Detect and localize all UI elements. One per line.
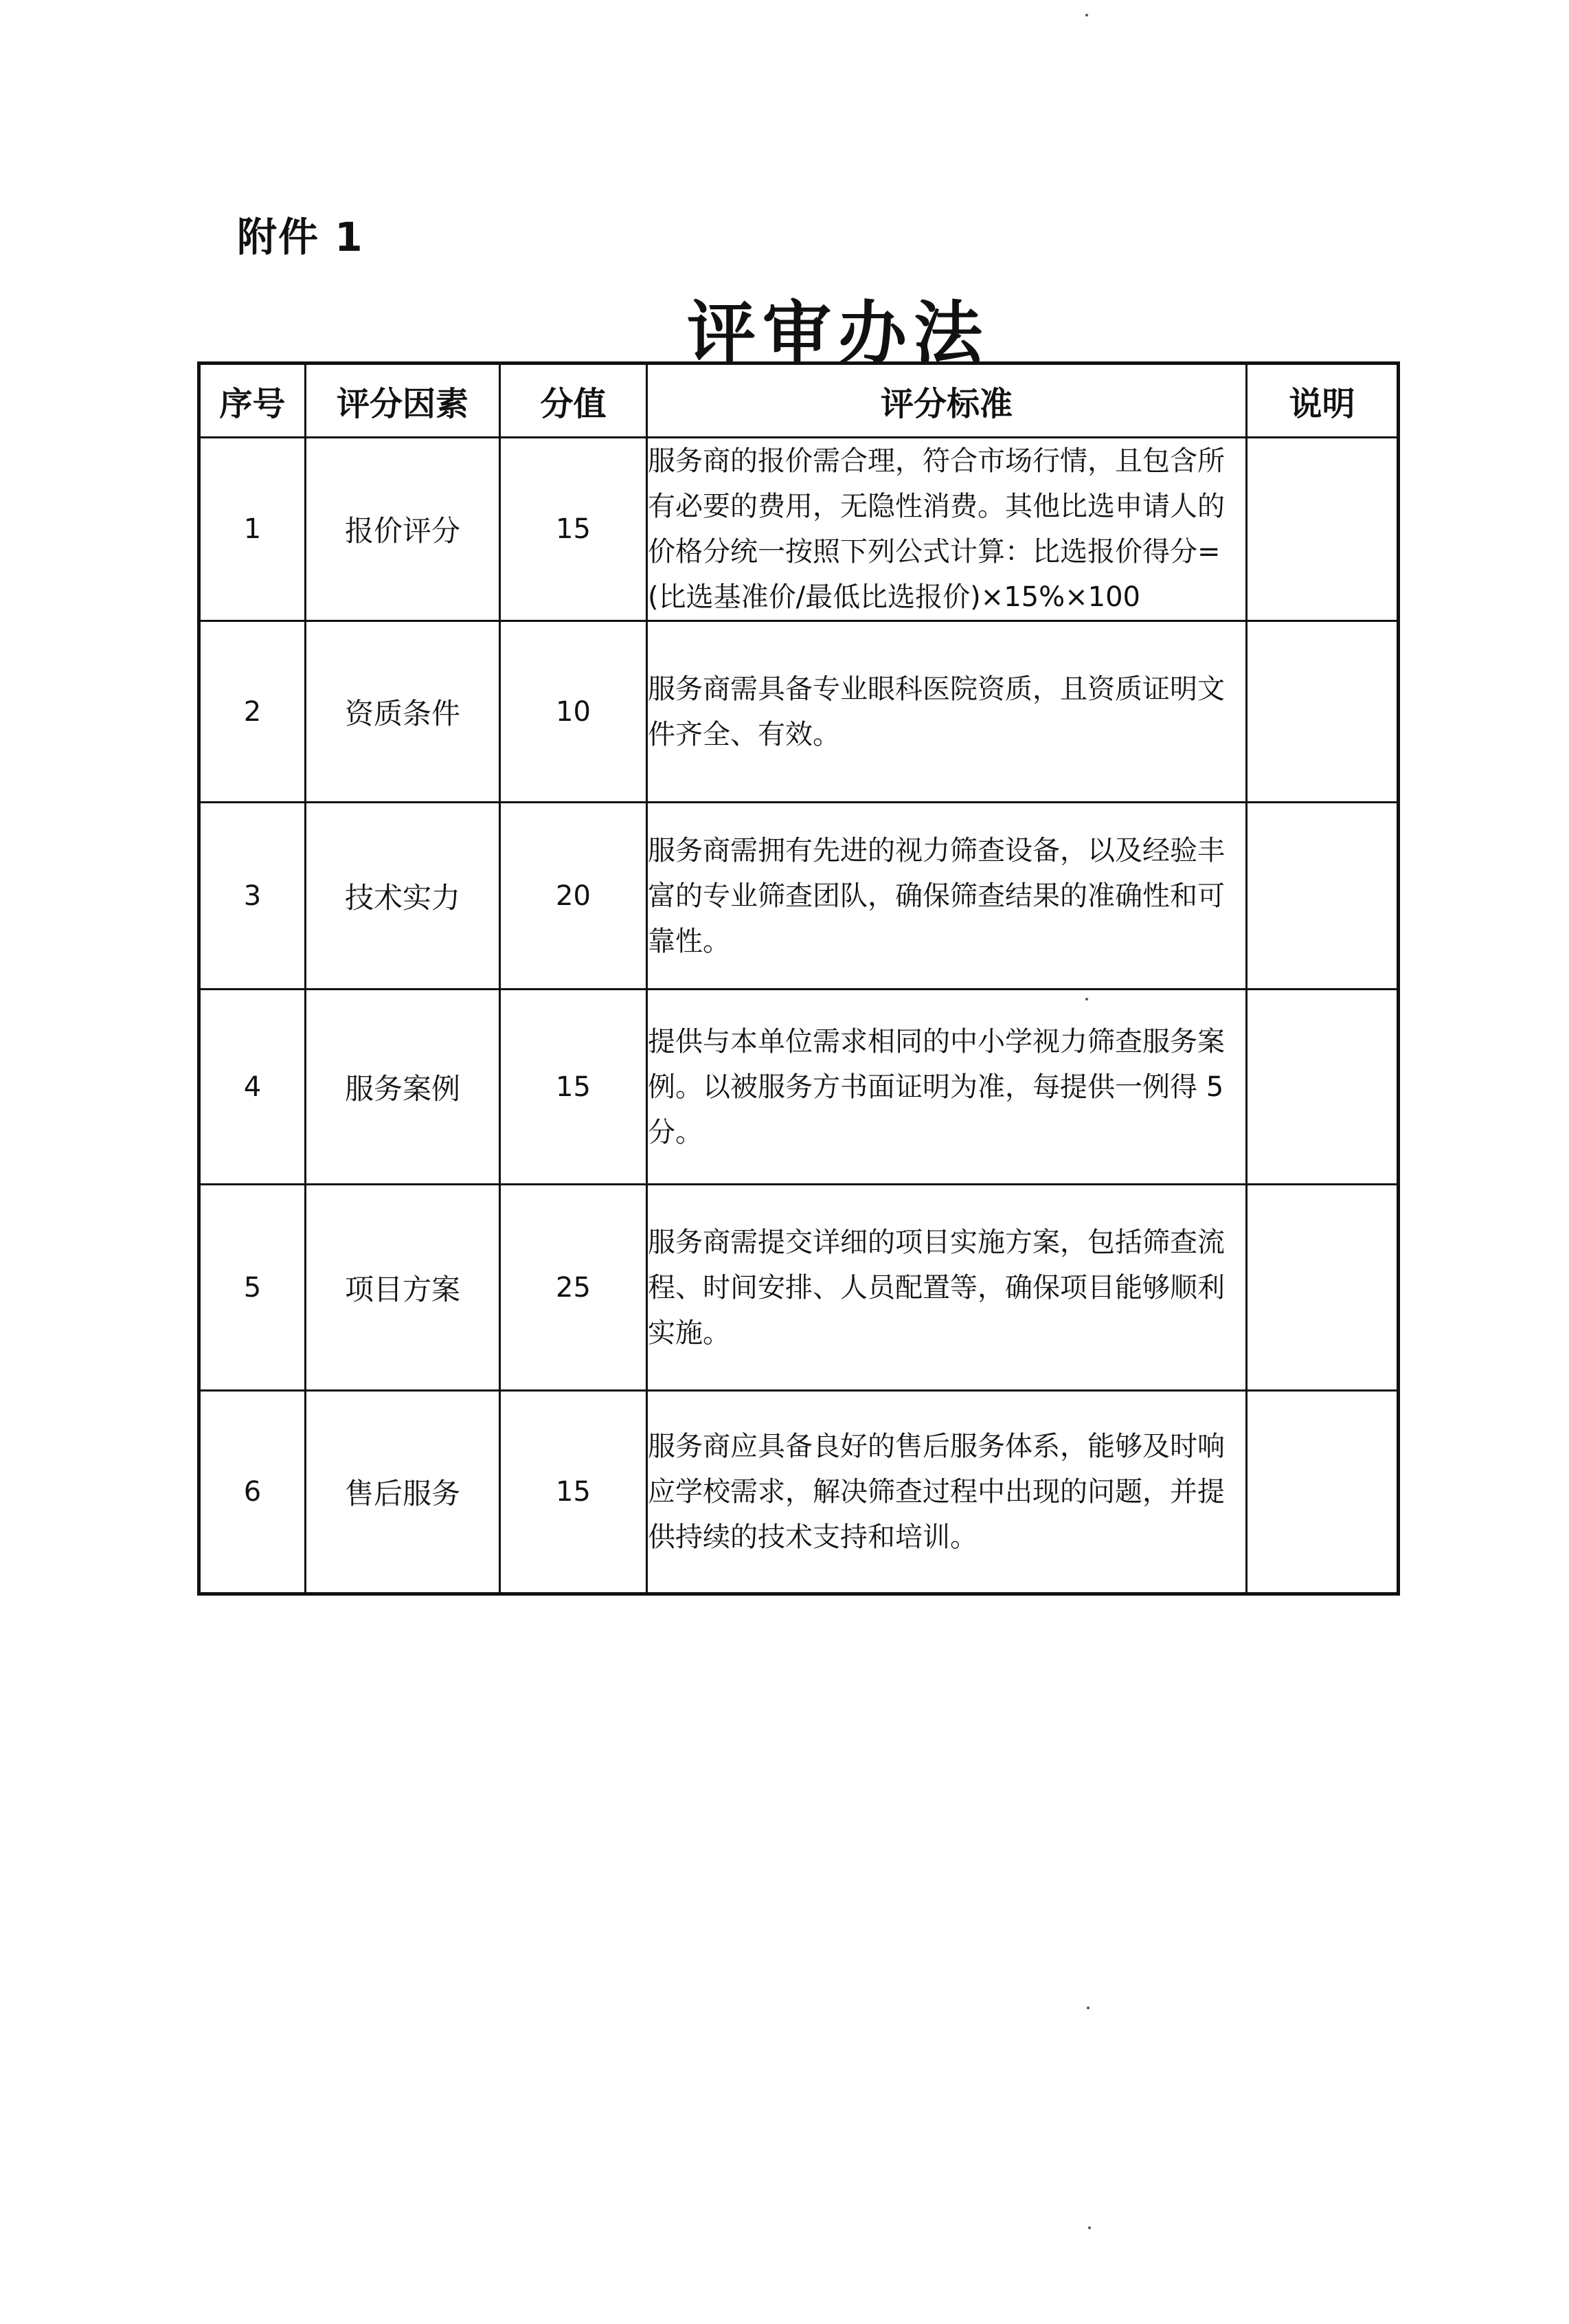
row-score: 25	[500, 1185, 647, 1391]
row-criteria: 服务商需具备专业眼科医院资质，且资质证明文件齐全、有效。	[647, 621, 1247, 803]
header-note: 说明	[1247, 364, 1399, 438]
scan-speck	[1085, 998, 1088, 1001]
row-factor: 服务案例	[306, 990, 500, 1185]
row-criteria: 服务商的报价需合理，符合市场行情，且包含所有必要的费用，无隐性消费。其他比选申请人的价格分统一按照下列公式计算：比选报价得分=(比选基准价/最低比选报价)×15%×100	[647, 438, 1247, 621]
row-num: 3	[199, 803, 306, 990]
row-score: 10	[500, 621, 647, 803]
row-num: 6	[199, 1391, 306, 1594]
row-factor: 资质条件	[306, 621, 500, 803]
row-score: 15	[500, 438, 647, 621]
table-row	[199, 803, 1399, 990]
row-criteria: 服务商需提交详细的项目实施方案，包括筛查流程、时间安排、人员配置等，确保项目能够顺利实施。	[647, 1185, 1247, 1391]
row-note	[1247, 621, 1399, 803]
row-note	[1247, 438, 1399, 621]
row-criteria: 服务商应具备良好的售后服务体系，能够及时响应学校需求，解决筛查过程中出现的问题，并提供持续的技术支持和培训。	[647, 1391, 1247, 1594]
scan-speck	[1087, 2007, 1090, 2009]
table-header-row	[199, 364, 1399, 438]
row-score: 15	[500, 990, 647, 1185]
row-factor: 售后服务	[306, 1391, 500, 1594]
row-num: 1	[199, 438, 306, 621]
scan-speck	[1088, 2226, 1091, 2229]
row-note	[1247, 1391, 1399, 1594]
header-score: 分值	[500, 364, 647, 438]
table-row	[199, 438, 1399, 621]
scoring-table	[197, 361, 1400, 1596]
header-factor: 评分因素	[306, 364, 500, 438]
scan-speck	[1085, 14, 1088, 16]
row-note	[1247, 1185, 1399, 1391]
row-note	[1247, 990, 1399, 1185]
row-criteria: 服务商需拥有先进的视力筛查设备，以及经验丰富的专业筛查团队，确保筛查结果的准确性和可靠性。	[647, 803, 1247, 990]
row-num: 5	[199, 1185, 306, 1391]
row-criteria: 提供与本单位需求相同的中小学视力筛查服务案例。以被服务方书面证明为准，每提供一例得 5 分。	[647, 990, 1247, 1185]
row-num: 2	[199, 621, 306, 803]
table-row	[199, 621, 1399, 803]
row-factor: 项目方案	[306, 1185, 500, 1391]
row-factor: 报价评分	[306, 438, 500, 621]
attachment-label: 附件 1	[237, 214, 364, 260]
header-criteria: 评分标准	[647, 364, 1247, 438]
row-factor: 技术实力	[306, 803, 500, 990]
table-row	[199, 1391, 1399, 1594]
row-score: 20	[500, 803, 647, 990]
header-num: 序号	[199, 364, 306, 438]
row-num: 4	[199, 990, 306, 1185]
table-row	[199, 990, 1399, 1185]
row-score: 15	[500, 1391, 647, 1594]
table-row	[199, 1185, 1399, 1391]
row-note	[1247, 803, 1399, 990]
document-title: 评审办法	[687, 293, 989, 374]
